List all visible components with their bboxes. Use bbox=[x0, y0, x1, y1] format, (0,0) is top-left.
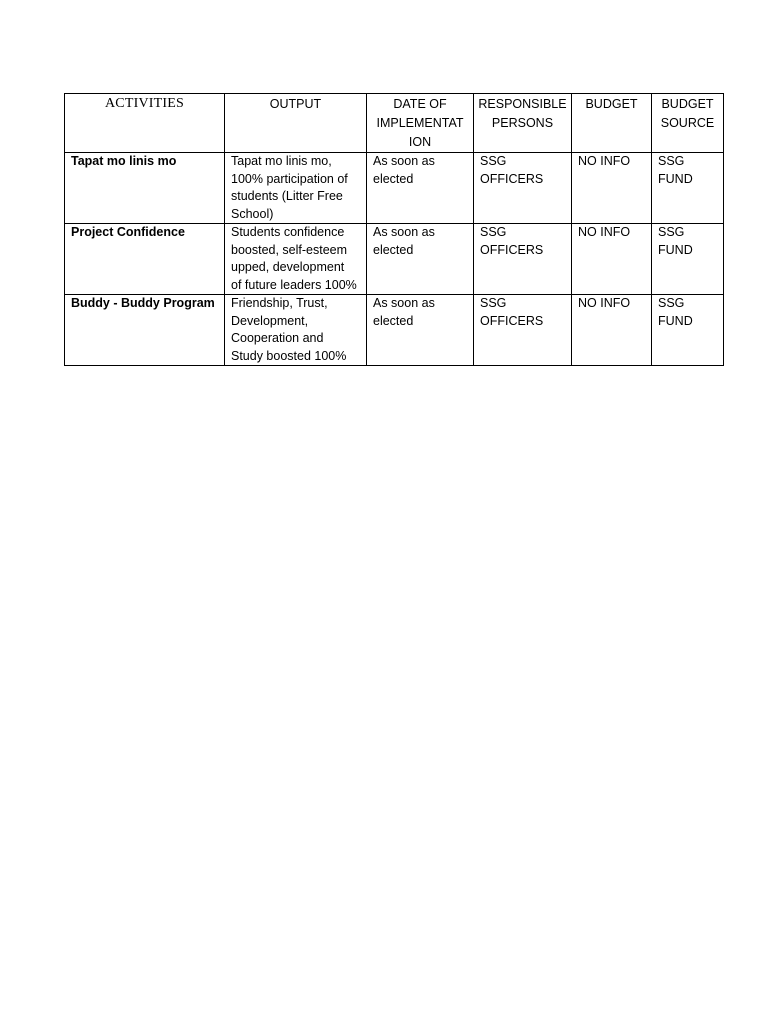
persons-cell: SSG OFFICERS bbox=[474, 295, 572, 366]
table-row bbox=[65, 295, 724, 366]
header-budget: BUDGET bbox=[572, 94, 652, 153]
date-cell: As soon as elected bbox=[367, 295, 474, 366]
source-cell: SSG FUND bbox=[652, 224, 724, 295]
header-responsible-persons: RESPONSIBLE PERSONS bbox=[474, 94, 572, 153]
date-cell: As soon as elected bbox=[367, 153, 474, 224]
activity-cell: Buddy - Buddy Program bbox=[65, 295, 225, 366]
activities-table bbox=[64, 93, 724, 366]
table-header bbox=[65, 94, 724, 153]
output-cell: Tapat mo linis mo, 100% participation of students (Litter Free School) bbox=[225, 153, 367, 224]
budget-cell: NO INFO bbox=[572, 295, 652, 366]
header-output: OUTPUT bbox=[225, 94, 367, 153]
table-body bbox=[65, 153, 724, 366]
budget-cell: NO INFO bbox=[572, 224, 652, 295]
persons-cell: SSG OFFICERS bbox=[474, 224, 572, 295]
source-cell: SSG FUND bbox=[652, 295, 724, 366]
table-row bbox=[65, 224, 724, 295]
output-cell: Students confidence boosted, self-esteem upped, development of future leaders 100% bbox=[225, 224, 367, 295]
budget-cell: NO INFO bbox=[572, 153, 652, 224]
persons-cell: SSG OFFICERS bbox=[474, 153, 572, 224]
activity-cell: Tapat mo linis mo bbox=[65, 153, 225, 224]
source-cell: SSG FUND bbox=[652, 153, 724, 224]
header-activities: ACTIVITIES bbox=[65, 94, 225, 153]
table-row bbox=[65, 153, 724, 224]
date-cell: As soon as elected bbox=[367, 224, 474, 295]
output-cell: Friendship, Trust, Development, Cooperation and Study boosted 100% bbox=[225, 295, 367, 366]
activity-cell: Project Confidence bbox=[65, 224, 225, 295]
header-budget-source: BUDGET SOURCE bbox=[652, 94, 724, 153]
header-row bbox=[65, 94, 724, 153]
header-date-of-implementation: DATE OF IMPLEMENTAT ION bbox=[367, 94, 474, 153]
